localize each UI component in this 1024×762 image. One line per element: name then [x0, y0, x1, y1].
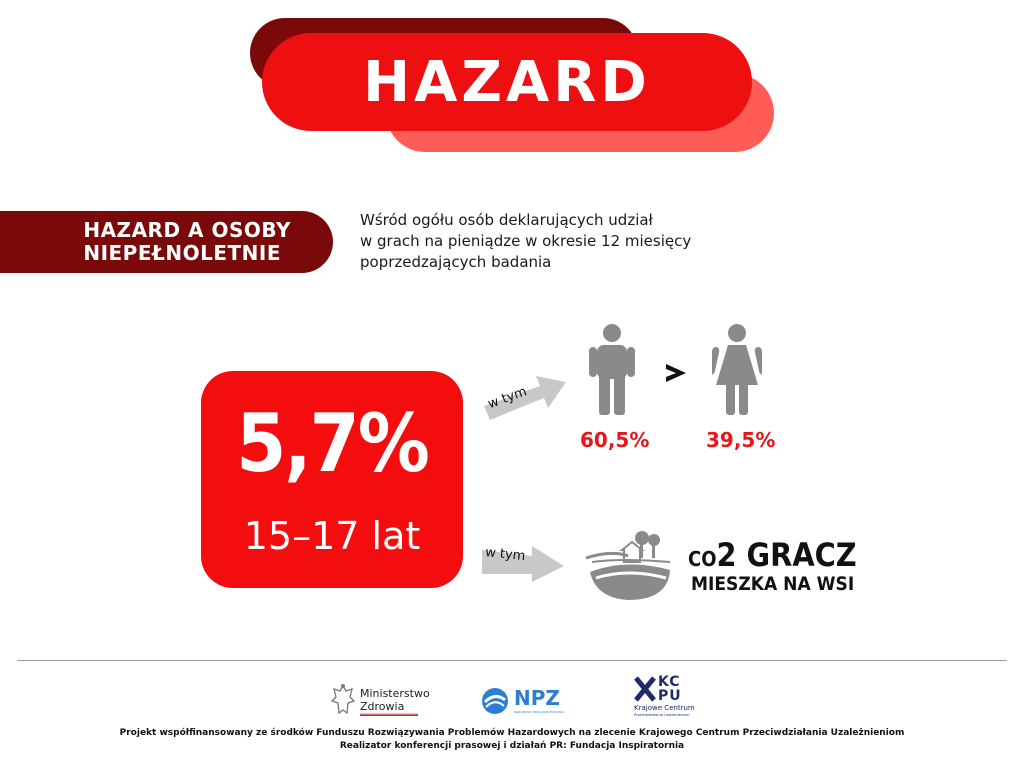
npz-text: NPZ: [514, 686, 560, 710]
section-title: [83, 219, 291, 265]
description: [360, 210, 720, 273]
arrow-label-2: w tym: [484, 545, 526, 565]
section-title-line2: NIEPEŁNOLETNIE: [83, 241, 281, 265]
kcpu-logo: [634, 676, 704, 720]
npz-logo: [480, 684, 572, 718]
kcpu-line1: Krajowe Centrum: [634, 704, 695, 712]
ministry-logo: [330, 683, 450, 719]
footer-text: [0, 727, 1024, 753]
female-person-icon: [712, 323, 762, 415]
kcpu-bottom: PU: [658, 688, 682, 704]
female-percent: 39,5%: [706, 428, 776, 452]
npz-swirl-icon: [480, 686, 510, 716]
eagle-emblem-icon: [330, 683, 356, 717]
title-banner: [262, 33, 752, 131]
description-line2: w grach na pieniądze w okresie 12 miesięcy: [360, 232, 692, 250]
npz-subtext: NARODOWY PROGRAM ZDROWIA: [514, 710, 565, 714]
ministry-line1: Ministerstwo: [360, 687, 430, 700]
main-stat-percent: 5,7%: [236, 397, 428, 490]
kcpu-x-icon: [634, 676, 656, 702]
rural-number: 2: [716, 536, 737, 574]
section-tab: [0, 211, 333, 273]
footer-line1: Projekt współfinansowany ze środków Funduszu Rozwiązywania Problemów Hazardowych na zlecenie Krajowego Centrum Przeciwdziałania Uzależnieniom: [119, 728, 905, 738]
rural-caption-line2: MIESZKA NA WSI: [691, 573, 855, 595]
page-title: HAZARD: [363, 49, 651, 115]
kcpu-line2: Przeciwdziałania Uzależnieniom: [634, 713, 690, 717]
rural-word: GRACZ: [746, 536, 857, 574]
footer-divider: [17, 660, 1007, 661]
kcpu-top: KC: [658, 674, 681, 690]
male-person-icon: [587, 323, 637, 415]
arrow-label-1: w tym: [486, 384, 529, 413]
description-line3: poprzedzających badania: [360, 253, 552, 271]
ministry-flag-bar: [360, 713, 418, 716]
rural-caption-line1: [688, 536, 857, 574]
male-percent: 60,5%: [580, 428, 650, 452]
footer-line2: Realizator konferencji prasowej i działań PR: Fundacja Inspiratornia: [339, 741, 685, 751]
section-title-line1: HAZARD A OSOBY: [83, 218, 291, 242]
main-stat-age: 15–17 lat: [243, 514, 421, 558]
greater-than-icon: [664, 362, 688, 384]
ministry-line2: Zdrowia: [360, 700, 405, 713]
main-stat-card: [201, 371, 463, 588]
countryside-landscape-icon: [582, 528, 674, 602]
rural-prefix: CO: [688, 547, 717, 571]
description-line1: Wśród ogółu osób deklarujących udział: [360, 211, 653, 229]
